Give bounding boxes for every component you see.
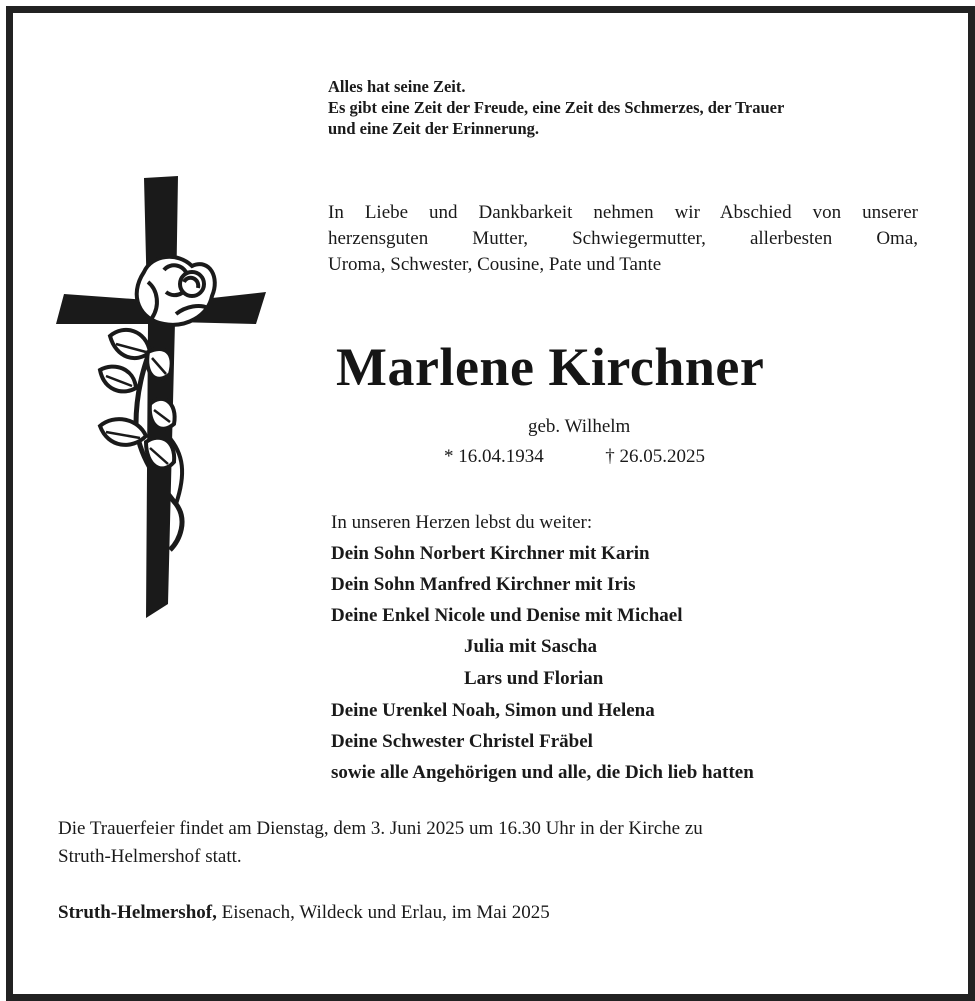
- motto: [328, 76, 784, 139]
- motto-line: und eine Zeit der Erinnerung.: [328, 119, 540, 138]
- mourners-lead: In unseren Herzen lebst du weiter:: [331, 512, 593, 533]
- intro-line: Uroma, Schwester, Cousine, Pate und Tante: [328, 254, 662, 275]
- birth-name: geb. Wilhelm: [528, 416, 631, 437]
- death-cross-icon: †: [605, 446, 615, 467]
- life-dates: [444, 446, 705, 468]
- deceased-name: Marlene Kirchner: [336, 337, 765, 397]
- place-town: Struth-Helmershof,: [58, 902, 217, 923]
- birth-date: 16.04.1934: [458, 446, 544, 467]
- mourner-line: sowie alle Angehörigen und alle, die Dich lieb hatten: [331, 762, 754, 783]
- mourner-line: Deine Urenkel Noah, Simon und Helena: [331, 700, 655, 721]
- intro-text: [328, 200, 918, 278]
- mourner-line: Deine Enkel Nicole und Denise mit Michael: [331, 605, 683, 626]
- mourner-line: Julia mit Sascha: [464, 636, 598, 657]
- funeral-info: [58, 815, 703, 871]
- funeral-line: Die Trauerfeier findet am Dienstag, dem 3. Juni 2025 um 16.30 Uhr in der Kirche zu: [58, 818, 703, 839]
- intro-line: In Liebe und Dankbarkeit nehmen wir Abschied von unserer: [328, 202, 918, 223]
- motto-line: Es gibt eine Zeit der Freude, eine Zeit des Schmerzes, der Trauer: [328, 98, 785, 117]
- mourner-line: Dein Sohn Norbert Kirchner mit Karin: [331, 543, 650, 564]
- place-rest: Eisenach, Wildeck und Erlau, im Mai 2025: [221, 902, 550, 923]
- place-date: [58, 902, 550, 924]
- intro-line: herzensguten Mutter, Schwiegermutter, allerbesten Oma,: [328, 228, 918, 249]
- mourner-line: Dein Sohn Manfred Kirchner mit Iris: [331, 574, 636, 595]
- mourner-line: Lars und Florian: [464, 668, 604, 689]
- funeral-line: Struth-Helmershof statt.: [58, 846, 242, 867]
- cross-with-rose-icon: [52, 174, 272, 624]
- mourner-line: Deine Schwester Christel Fräbel: [331, 731, 593, 752]
- death-date: 26.05.2025: [619, 446, 705, 467]
- birth-star-icon: *: [444, 446, 454, 467]
- motto-line: Alles hat seine Zeit.: [328, 77, 466, 96]
